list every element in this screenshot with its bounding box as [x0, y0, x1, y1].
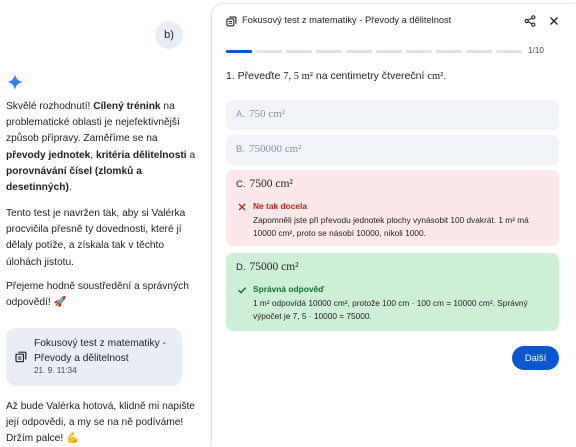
- feedback-title-incorrect: Ne tak docela: [253, 201, 307, 211]
- option-value: 750 cm²: [248, 108, 285, 120]
- answer-option-d-correct[interactable]: [226, 253, 559, 331]
- question-math-unit: cm²: [427, 71, 444, 82]
- bold-divisibility: kritéria dělitelnosti: [96, 149, 187, 161]
- assistant-paragraph-1: Skvělé rozhodnutí! Cílený trénink na problematické oblasti je nejefektivnější způsob přípravy. Zaměříme se na převody jednotek, kritéria dělitelnosti a porovnávání čísel (zlomků a desetinných).: [6, 101, 196, 194]
- bold-focused-training: Cílený trénink: [93, 101, 161, 112]
- quiz-card[interactable]: [6, 328, 182, 386]
- assistant-paragraph-2: Tento test je navržen tak, aby si Valérka procvičila přesně ty dovednosti, které jí dělaly potíže, a získala tak v těchto úlohách jistotu.: [6, 208, 186, 268]
- feedback-text-incorrect: Zapomněli jste při převodu jednotek plochy vynásobit 100 dvakrát. 1 m² má 10000 cm², proto se násobí 10000, nikoli 1000.: [253, 215, 529, 239]
- quiz-card-title: Fokusový test z matematiky - Převody a dělitelnost: [34, 338, 166, 364]
- bold-unit-conversions: převody jednotek: [6, 149, 91, 161]
- option-value: 7500 cm²: [249, 178, 293, 190]
- answer-option-c-incorrect[interactable]: [226, 170, 559, 246]
- user-message-text: b): [164, 29, 174, 41]
- assistant-paragraph-4: Až bude Valérka hotová, klidně mi napište její odpovědi, a my se na ně podíváme! Držím palce! 💪: [6, 401, 195, 445]
- bold-number-comparison: porovnávání čísel (zlomků a desetinných): [6, 165, 142, 194]
- progress-segment: [466, 50, 492, 53]
- progress-segment: [436, 50, 462, 53]
- share-icon[interactable]: [524, 15, 536, 27]
- option-letter: B.: [236, 144, 245, 155]
- sparkle-icon: [7, 74, 23, 90]
- option-value: 75000 cm²: [249, 261, 299, 273]
- option-letter: D.: [236, 262, 246, 273]
- feedback-title-correct: Správná odpověď: [253, 284, 325, 294]
- quiz-panel: [212, 4, 576, 447]
- progress-segment: [406, 50, 432, 53]
- progress-bar: [226, 50, 522, 53]
- user-message-bubble: [155, 21, 183, 49]
- question-math-value: 7, 5 m²: [283, 71, 313, 82]
- feedback-text-correct: 1 m² odpovídá 10000 cm², protože 100 cm · 100 cm = 10000 cm². Správný výpočet je 7, 5 · 10000 = 75000.: [253, 298, 528, 322]
- chat-pane: [0, 0, 203, 447]
- question-text: 1. Převeďte 7, 5 m² na centimetry čtvereční cm².: [226, 70, 447, 82]
- quiz-panel-title: Fokusový test z matematiky - Převody a dělitelnost: [242, 15, 452, 25]
- progress-segment: [496, 50, 522, 53]
- quiz-cards-icon: [226, 16, 237, 27]
- quiz-card-date: 21. 9. 11:34: [34, 366, 77, 375]
- progress-segment: [256, 50, 282, 53]
- progress-segment: [376, 50, 402, 53]
- progress-segment: [286, 50, 312, 53]
- option-letter: C.: [236, 179, 246, 190]
- quiz-cards-icon: [15, 351, 27, 363]
- option-value: 750000 cm²: [248, 143, 302, 155]
- progress-counter: 1/10: [528, 46, 544, 55]
- progress-segment: [226, 50, 252, 53]
- close-icon[interactable]: [548, 15, 560, 27]
- progress-segment: [316, 50, 342, 53]
- assistant-paragraph-3: Přejeme hodně soustředění a správných odpovědí! 🚀: [6, 281, 189, 309]
- option-letter: A.: [236, 109, 245, 120]
- progress-segment: [346, 50, 372, 53]
- checkmark-icon: [237, 285, 247, 295]
- answer-option-a[interactable]: [226, 100, 559, 130]
- x-icon: [237, 202, 247, 212]
- next-button[interactable]: Další: [512, 346, 559, 370]
- answer-option-b[interactable]: [226, 135, 559, 165]
